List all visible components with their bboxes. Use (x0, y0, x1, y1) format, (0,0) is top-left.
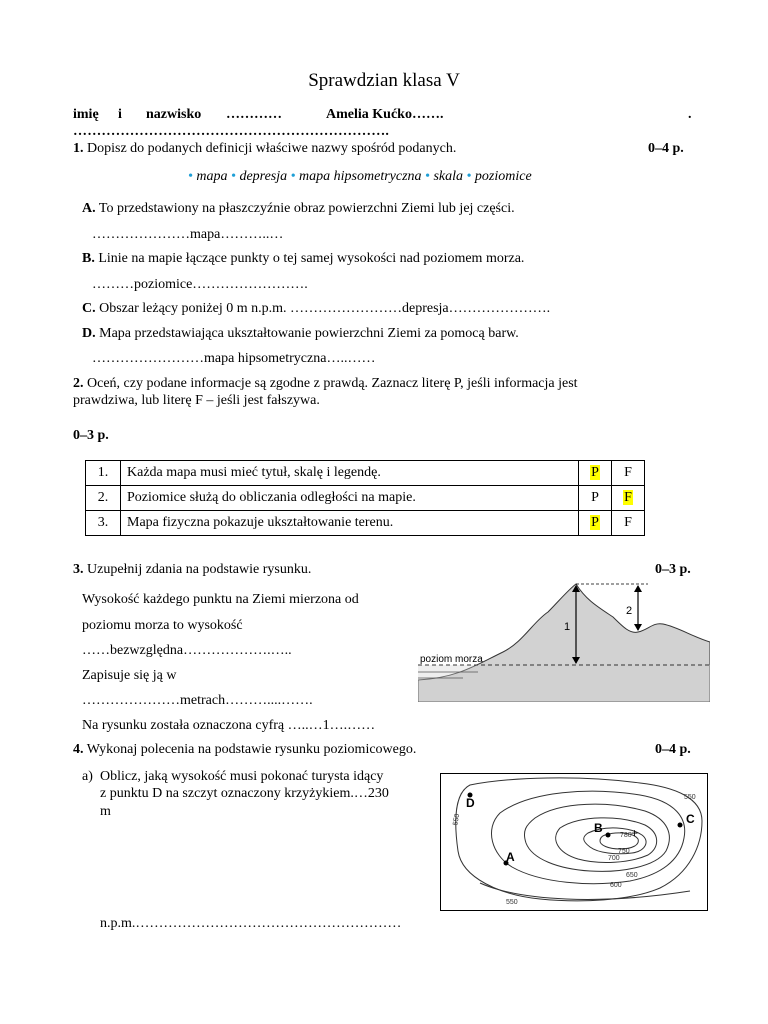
q3-prompt (73, 562, 311, 578)
item-letter: A. (82, 201, 96, 216)
trailing-dot: . (688, 107, 692, 122)
q1-prompt (73, 141, 456, 157)
table-row (86, 461, 645, 486)
q3-line: poziomu morza to wysokość (82, 618, 243, 633)
row-number: 3. (86, 511, 121, 536)
summit-cross-icon: + (631, 826, 639, 840)
q3-points: 0–3 p. (655, 562, 691, 577)
point-d-label: D (466, 796, 475, 810)
q3-number: 3. (73, 562, 84, 577)
bullet-icon: • (188, 169, 193, 184)
contour-label: 550 (452, 813, 462, 826)
item-text: To przedstawiony na płaszczyźnie obraz powierzchni Ziemi lub jej części. (98, 201, 515, 216)
q1-answer-b: ………poziomice……………………. (92, 277, 308, 292)
name-and: i (118, 107, 122, 122)
q4a-line: z punktu D na szczyt oznaczony krzyżykiem.…230 (100, 786, 389, 801)
table-row (86, 486, 645, 511)
answer-f-cell[interactable] (612, 511, 645, 536)
row-number: 1. (86, 461, 121, 486)
page-title: Sprawdzian klasa V (308, 70, 460, 91)
answer-f-cell[interactable] (612, 461, 645, 486)
true-false-table (85, 460, 645, 536)
item-text: Obszar leżący poniżej 0 m n.p.m. ……………………depresja…………………. (99, 301, 551, 316)
elevation-figure (418, 582, 710, 702)
answer-p-cell[interactable] (579, 511, 612, 536)
contour-map (440, 773, 708, 911)
q1-text: Dopisz do podanych definicji właściwe nazwy spośród podanych. (87, 141, 457, 156)
item-text: Mapa przedstawiająca ukształtowanie powierzchni Ziemi za pomocą barw. (99, 326, 519, 341)
answer-f-marked: F (624, 490, 632, 505)
word-bank (188, 169, 532, 185)
label-2: 2 (626, 605, 633, 617)
point-b-marker (606, 833, 611, 838)
q3-line: …………………metrach………....……. (82, 693, 313, 708)
bullet-icon: • (425, 169, 430, 184)
q3-line: Zapisuje się ją w (82, 668, 177, 683)
word-bank-item: mapa hipsometryczna (299, 169, 422, 184)
contour-label: 550 (506, 899, 518, 906)
q4a-line: m (100, 804, 111, 819)
row-statement: Mapa fizyczna pokazuje ukształtowanie terenu. (121, 511, 579, 536)
answer-p-marked: P (591, 465, 599, 480)
name-surname-label: nazwisko (146, 107, 202, 122)
q1-item-d (82, 326, 519, 342)
q1-item-b (82, 251, 524, 267)
item-letter: C. (82, 301, 96, 316)
row-number: 2. (86, 486, 121, 511)
q1-item-a (82, 201, 515, 217)
answer-f-cell[interactable] (612, 486, 645, 511)
word-bank-item: mapa (196, 169, 228, 184)
word-bank-item: poziomice (474, 169, 532, 184)
q4-points: 0–4 p. (655, 742, 691, 757)
answer-p: P (591, 490, 599, 505)
item-text: Linie na mapie łączące punkty o tej samej wysokości nad poziomem morza. (98, 251, 525, 266)
contour-label: 600 (610, 882, 622, 889)
point-c-label: C (686, 812, 695, 826)
sea-level-label: poziom morza (420, 654, 483, 665)
contour-label: 780 (620, 832, 632, 839)
q1-number: 1. (73, 141, 84, 156)
q1-item-c (82, 301, 550, 317)
q3-line: ……bezwzględna……………….….. (82, 643, 292, 658)
row-statement: Poziomice służą do obliczania odległości na mapie. (121, 486, 579, 511)
q1-points: 0–4 p. (648, 141, 684, 156)
q4a-line: n.p.m.………………………………………………… (100, 916, 402, 931)
q4a-line: Oblicz, jaką wysokość musi pokonać turysta idący (100, 769, 384, 784)
q2-text: Oceń, czy podane informacje są zgodne z prawdą. Zaznacz literę P, jeśli informacja jest (87, 376, 578, 391)
answer-p-marked: P (591, 515, 599, 530)
q2-prompt-line1 (73, 376, 578, 392)
answer-p-cell[interactable] (579, 486, 612, 511)
q4-number: 4. (73, 742, 84, 757)
q1-answer-a: …………………mapa………..… (92, 227, 284, 242)
word-bank-item: skala (433, 169, 464, 184)
q2-points: 0–3 p. (73, 428, 109, 443)
point-c-marker (678, 823, 683, 828)
q4-prompt (73, 742, 416, 758)
map-frame (441, 774, 708, 911)
answer-f: F (624, 515, 632, 530)
table-row (86, 511, 645, 536)
q4-text: Wykonaj polecenia na podstawie rysunku poziomicowego. (86, 742, 417, 757)
point-a-label: A (506, 850, 515, 864)
name-label: imię (73, 107, 99, 122)
name-dots: ………… (226, 107, 282, 122)
dots-line: …………………………………………………………. (73, 124, 390, 139)
contour-label: 700 (608, 855, 620, 862)
item-letter: B. (82, 251, 95, 266)
student-name: Amelia Kućko……. (326, 107, 444, 122)
contour-label: 650 (626, 872, 638, 879)
item-letter: D. (82, 326, 96, 341)
word-bank-item: depresja (239, 169, 288, 184)
q1-answer-d: ……………………mapa hipsometryczna…..…… (92, 351, 376, 366)
answer-p-cell[interactable] (579, 461, 612, 486)
point-b-label: B (594, 821, 603, 835)
contour-label: 550 (684, 794, 696, 801)
q3-line: Wysokość każdego punktu na Ziemi mierzona od (82, 592, 359, 607)
q4a-label: a) (82, 769, 93, 784)
label-1: 1 (564, 621, 571, 633)
row-statement: Każda mapa musi mieć tytuł, skalę i legendę. (121, 461, 579, 486)
q3-text: Uzupełnij zdania na podstawie rysunku. (87, 562, 312, 577)
contour-label: 750 (618, 848, 630, 855)
bullet-icon: • (231, 169, 236, 184)
sea-area (418, 665, 710, 702)
answer-f: F (624, 465, 632, 480)
q2-prompt-line2: prawdziwa, lub literę F – jeśli jest fałszywa. (73, 393, 320, 408)
q2-number: 2. (73, 376, 84, 391)
q3-line: Na rysunku została oznaczona cyfrą …..…1….…… (82, 718, 376, 733)
bullet-icon: • (466, 169, 472, 184)
bullet-icon: • (290, 169, 296, 184)
